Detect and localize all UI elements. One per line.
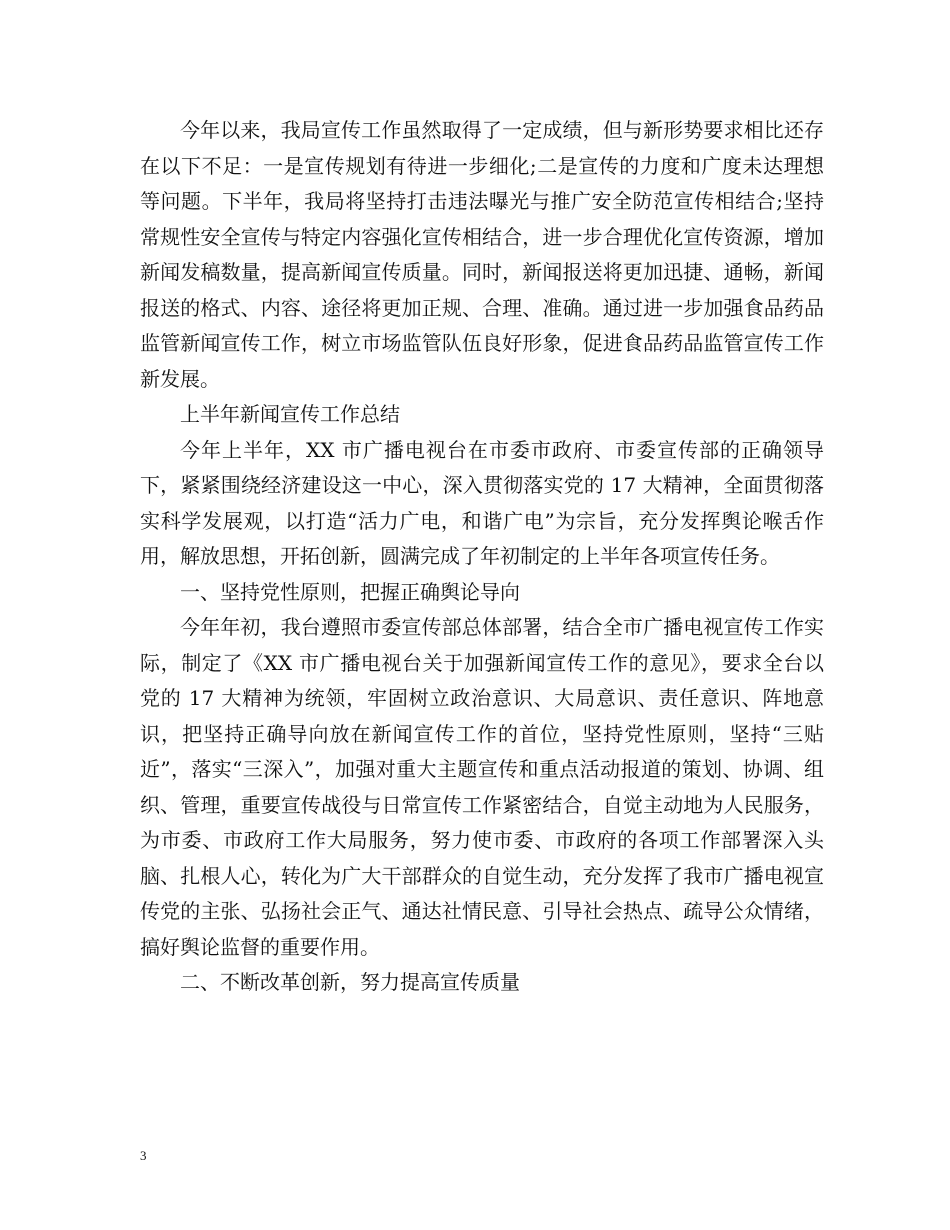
section-heading-two: 二、不断改革创新，努力提高宣传质量: [180, 970, 520, 994]
document-body: [140, 113, 824, 1001]
paragraph-overview: 今年上半年，XX 市广播电视台在市委市政府、市委宣传部的正确领导下，紧紧围绕经济建设这一中心，深入贯彻落实党的 17 大精神，全面贯彻落实科学发展观，以打造“活力广电，和谐广电”为宗旨，充分发挥舆论喉舌作用，解放思想，开拓创新，圆满完成了年初制定的上半年各项宣传任务。: [140, 437, 824, 568]
page-number: 3: [140, 1148, 147, 1163]
paragraph-section-one: 今年年初，我台遵照市委宣传部总体部署，结合全市广播电视宣传工作实际，制定了《XX 市广播电视台关于加强新闻宣传工作的意见》，要求全台以党的 17 大精神为统领，牢固树立政治意识、大局意识、责任意识、阵地意识，把坚持正确导向放在新闻宣传工作的首位，坚持党性原则，坚持“三贴近”，落实“三深入”，加强对重大主题宣传和重点活动报道的策划、协调、组织、管理，重要宣传战役与日常宣传工作紧密结合，自觉主动地为人民服务，为市委、市政府工作大局服务，努力使市委、市政府的各项工作部署深入头脑、扎根人心，转化为广大干部群众的自觉生动，充分发挥了我市广播电视宣传党的主张、弘扬社会正气、通达社情民意、引导社会热点、疏导公众情绪，搞好舆论监督的重要作用。: [140, 615, 824, 959]
section-heading-one: 一、坚持党性原则，把握正确舆论导向: [180, 579, 520, 604]
section-heading-summary: 上半年新闻宣传工作总结: [180, 402, 400, 426]
paragraph-shortcomings: 今年以来，我局宣传工作虽然取得了一定成绩，但与新形势要求相比还存在以下不足：一是宣传规划有待进一步细化;二是宣传的力度和广度未达理想等问题。下半年，我局将坚持打击违法曝光与推广安全防范宣传相结合;坚持常规性安全宣传与特定内容强化宣传相结合，进一步合理优化宣传资源，增加新闻发稿数量，提高新闻宣传质量。同时，新闻报送将更加迅捷、通畅，新闻报送的格式、内容、途径将更加正规、合理、准确。通过进一步加强食品药品监管新闻宣传工作，树立市场监管队伍良好形象，促进食品药品监管宣传工作新发展。: [140, 118, 824, 391]
